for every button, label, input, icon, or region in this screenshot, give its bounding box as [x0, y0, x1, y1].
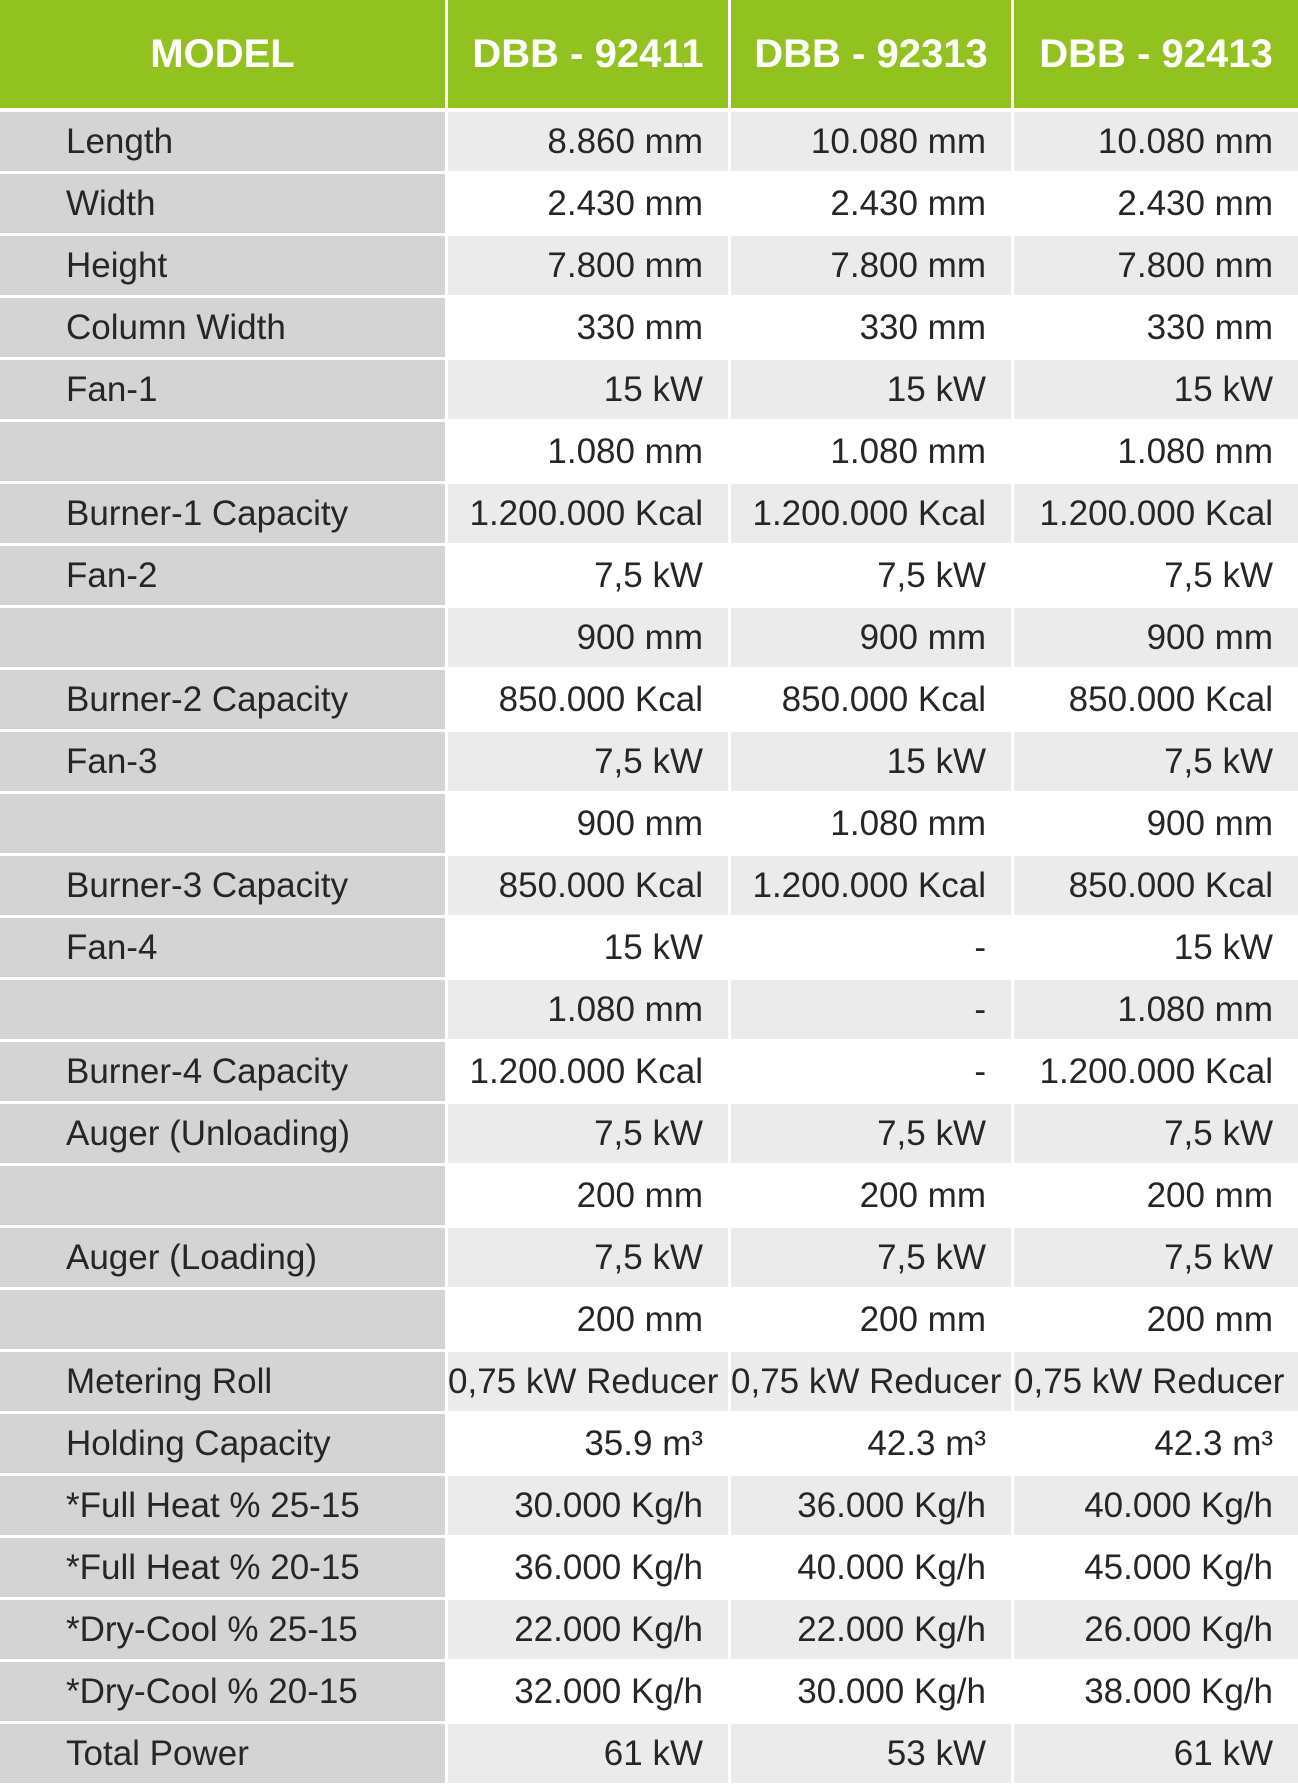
row-value-model-1: 32.000 Kg/h [448, 1662, 731, 1724]
row-label: Auger (Unloading) [0, 1104, 448, 1166]
table-row [0, 1352, 1298, 1414]
row-value-model-1: 7.800 mm [448, 236, 731, 298]
table-row [0, 360, 1298, 422]
row-value-model-2: 10.080 mm [731, 112, 1014, 174]
row-label: Holding Capacity [0, 1414, 448, 1476]
row-label: Fan-1 [0, 360, 448, 422]
row-value-model-1: 7,5 kW [448, 732, 731, 794]
table-row [0, 112, 1298, 174]
row-label: Auger (Loading) [0, 1228, 448, 1290]
row-label: Fan-4 [0, 918, 448, 980]
table-row [0, 1104, 1298, 1166]
header-row [0, 0, 1298, 112]
row-value-model-1: 15 kW [448, 918, 731, 980]
row-value-model-3: 1.200.000 Kcal [1014, 484, 1298, 546]
row-value-model-2: 7,5 kW [731, 1104, 1014, 1166]
row-value-model-1: 7,5 kW [448, 1104, 731, 1166]
row-value-model-1: 7,5 kW [448, 546, 731, 608]
row-value-model-1: 30.000 Kg/h [448, 1476, 731, 1538]
row-value-model-1: 850.000 Kcal [448, 670, 731, 732]
row-value-model-1: 900 mm [448, 608, 731, 670]
row-value-model-1: 1.080 mm [448, 422, 731, 484]
row-value-model-1: 1.200.000 Kcal [448, 484, 731, 546]
row-value-model-1: 8.860 mm [448, 112, 731, 174]
table-row [0, 546, 1298, 608]
row-value-model-3: 0,75 kW Reducer [1014, 1352, 1298, 1414]
row-value-model-3: 330 mm [1014, 298, 1298, 360]
row-value-model-2: 40.000 Kg/h [731, 1538, 1014, 1600]
row-label: Length [0, 112, 448, 174]
row-value-model-1: 36.000 Kg/h [448, 1538, 731, 1600]
row-value-model-2: 1.080 mm [731, 422, 1014, 484]
row-value-model-2: 7,5 kW [731, 1228, 1014, 1290]
header-model-3: DBB - 92413 [1014, 0, 1298, 112]
row-value-model-3: 26.000 Kg/h [1014, 1600, 1298, 1662]
row-value-model-2: 330 mm [731, 298, 1014, 360]
table-row [0, 236, 1298, 298]
row-value-model-2: - [731, 980, 1014, 1042]
row-value-model-3: 45.000 Kg/h [1014, 1538, 1298, 1600]
row-value-model-3: 15 kW [1014, 918, 1298, 980]
row-value-model-3: 61 kW [1014, 1724, 1298, 1786]
row-value-model-3: 200 mm [1014, 1290, 1298, 1352]
row-value-model-1: 15 kW [448, 360, 731, 422]
table-row [0, 298, 1298, 360]
row-label [0, 1166, 448, 1228]
row-value-model-3: 7,5 kW [1014, 546, 1298, 608]
row-value-model-1: 200 mm [448, 1290, 731, 1352]
row-label: Burner-3 Capacity [0, 856, 448, 918]
row-label: Burner-2 Capacity [0, 670, 448, 732]
row-label: Metering Roll [0, 1352, 448, 1414]
row-value-model-2: 200 mm [731, 1166, 1014, 1228]
row-value-model-2: 30.000 Kg/h [731, 1662, 1014, 1724]
row-value-model-3: 900 mm [1014, 608, 1298, 670]
row-value-model-1: 7,5 kW [448, 1228, 731, 1290]
row-value-model-2: 200 mm [731, 1290, 1014, 1352]
row-value-model-1: 35.9 m³ [448, 1414, 731, 1476]
table-row [0, 422, 1298, 484]
row-value-model-2: 53 kW [731, 1724, 1014, 1786]
row-value-model-3: 42.3 m³ [1014, 1414, 1298, 1476]
row-value-model-2: 22.000 Kg/h [731, 1600, 1014, 1662]
row-label: Fan-2 [0, 546, 448, 608]
table-row [0, 1662, 1298, 1724]
row-value-model-3: 1.080 mm [1014, 422, 1298, 484]
row-value-model-3: 900 mm [1014, 794, 1298, 856]
row-value-model-3: 7,5 kW [1014, 732, 1298, 794]
row-value-model-1: 850.000 Kcal [448, 856, 731, 918]
row-label [0, 1290, 448, 1352]
row-label: Total Power [0, 1724, 448, 1786]
row-value-model-2: 36.000 Kg/h [731, 1476, 1014, 1538]
table-row [0, 918, 1298, 980]
row-value-model-1: 1.080 mm [448, 980, 731, 1042]
row-label: *Full Heat % 25-15 [0, 1476, 448, 1538]
header-model-2: DBB - 92313 [731, 0, 1014, 112]
row-value-model-1: 200 mm [448, 1166, 731, 1228]
row-value-model-2: 850.000 Kcal [731, 670, 1014, 732]
row-value-model-1: 61 kW [448, 1724, 731, 1786]
row-value-model-3: 200 mm [1014, 1166, 1298, 1228]
table-row [0, 980, 1298, 1042]
table-row [0, 1476, 1298, 1538]
row-value-model-1: 2.430 mm [448, 174, 731, 236]
row-value-model-3: 38.000 Kg/h [1014, 1662, 1298, 1724]
row-label: Fan-3 [0, 732, 448, 794]
row-label: *Full Heat % 20-15 [0, 1538, 448, 1600]
header-model-1: DBB - 92411 [448, 0, 731, 112]
table-row [0, 1166, 1298, 1228]
row-value-model-2: - [731, 1042, 1014, 1104]
table-row [0, 1042, 1298, 1104]
row-value-model-1: 22.000 Kg/h [448, 1600, 731, 1662]
table-row [0, 1724, 1298, 1786]
table-row [0, 856, 1298, 918]
row-label: Width [0, 174, 448, 236]
row-value-model-2: 42.3 m³ [731, 1414, 1014, 1476]
row-label [0, 980, 448, 1042]
row-value-model-2: 7,5 kW [731, 546, 1014, 608]
row-value-model-3: 7.800 mm [1014, 236, 1298, 298]
row-value-model-1: 330 mm [448, 298, 731, 360]
table-row [0, 1538, 1298, 1600]
table-row [0, 484, 1298, 546]
row-value-model-2: 1.080 mm [731, 794, 1014, 856]
table-row [0, 794, 1298, 856]
row-value-model-3: 850.000 Kcal [1014, 856, 1298, 918]
table-row [0, 1228, 1298, 1290]
row-label: Burner-1 Capacity [0, 484, 448, 546]
table-row [0, 1290, 1298, 1352]
row-value-model-3: 2.430 mm [1014, 174, 1298, 236]
spec-body [0, 112, 1298, 1786]
row-label [0, 794, 448, 856]
table-row [0, 1414, 1298, 1476]
row-value-model-3: 7,5 kW [1014, 1228, 1298, 1290]
row-value-model-3: 40.000 Kg/h [1014, 1476, 1298, 1538]
row-value-model-3: 7,5 kW [1014, 1104, 1298, 1166]
row-value-model-2: 0,75 kW Reducer [731, 1352, 1014, 1414]
table-row [0, 608, 1298, 670]
row-value-model-3: 15 kW [1014, 360, 1298, 422]
row-value-model-2: 7.800 mm [731, 236, 1014, 298]
row-value-model-1: 0,75 kW Reducer [448, 1352, 731, 1414]
row-label: Height [0, 236, 448, 298]
table-row [0, 174, 1298, 236]
row-value-model-3: 1.200.000 Kcal [1014, 1042, 1298, 1104]
row-value-model-2: 1.200.000 Kcal [731, 856, 1014, 918]
row-value-model-1: 900 mm [448, 794, 731, 856]
row-value-model-2: 1.200.000 Kcal [731, 484, 1014, 546]
row-label: *Dry-Cool % 25-15 [0, 1600, 448, 1662]
row-value-model-2: 15 kW [731, 360, 1014, 422]
row-value-model-2: 15 kW [731, 732, 1014, 794]
table-row [0, 732, 1298, 794]
table-row [0, 1600, 1298, 1662]
row-value-model-2: 900 mm [731, 608, 1014, 670]
row-value-model-3: 1.080 mm [1014, 980, 1298, 1042]
row-label: *Dry-Cool % 20-15 [0, 1662, 448, 1724]
table-row [0, 670, 1298, 732]
row-value-model-1: 1.200.000 Kcal [448, 1042, 731, 1104]
header-model: MODEL [0, 0, 448, 112]
row-label [0, 422, 448, 484]
row-label: Column Width [0, 298, 448, 360]
row-value-model-3: 10.080 mm [1014, 112, 1298, 174]
row-value-model-2: 2.430 mm [731, 174, 1014, 236]
row-label: Burner-4 Capacity [0, 1042, 448, 1104]
row-value-model-3: 850.000 Kcal [1014, 670, 1298, 732]
row-value-model-2: - [731, 918, 1014, 980]
row-label [0, 608, 448, 670]
